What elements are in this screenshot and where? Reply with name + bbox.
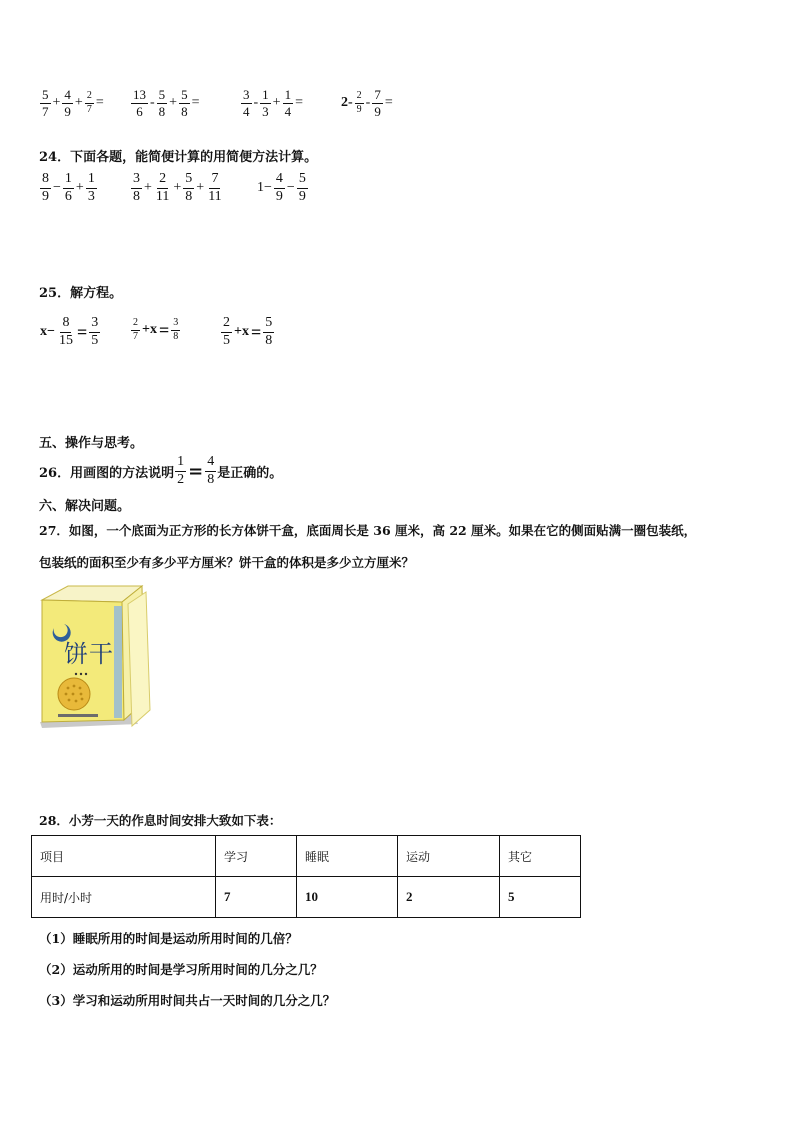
equation-25-2: $\frac{2}{7}$ +x = $\frac{3}{8}$	[133, 317, 179, 342]
table-cell: 学习	[216, 836, 297, 877]
fraction: $\frac{1}{6}$	[64, 171, 72, 204]
fraction: $\frac{5}{8}$	[181, 87, 188, 119]
fraction: $\frac{4}{9}$	[275, 171, 283, 204]
table-cell: 睡眠	[297, 836, 398, 877]
fraction: $\frac{2}{11}$	[155, 171, 170, 204]
fraction: $\frac{5}{8}$	[185, 171, 193, 204]
fraction: $\frac{1}{3}$	[262, 87, 269, 119]
question-27-line1: 27．如图，一个底面为正方形的长方体饼干盒，底面周长是 36 厘米，高 22 厘米。如果在它的侧面贴满一圈包装纸，	[39, 523, 697, 538]
table-cell: 用时/小时	[32, 877, 216, 918]
fraction: $\frac{1}{3}$	[87, 171, 95, 204]
question-28-sub3: （3）学习和运动所用时间共占一天时间的几分之几？	[39, 993, 336, 1008]
expr-23-3: $\frac{3}{4}$ - $\frac{1}{3}$ + $\frac{1}{4}$ =	[243, 87, 303, 119]
question-26: 26．用画图的方法说明 $\frac{1}{2}$ = $\frac{4}{8}$ 是正确的。	[39, 454, 283, 487]
expr-24-1: $\frac{8}{9}$ − $\frac{1}{6}$ + $\frac{1}{3}$	[42, 171, 95, 204]
table-cell: 项目	[32, 836, 216, 877]
table-row	[32, 877, 581, 918]
fraction: $\frac{2}{5}$	[223, 315, 230, 348]
fraction: $\frac{7}{9}$	[374, 87, 381, 119]
expr-24-2: $\frac{3}{8}$ + $\frac{2}{11}$ + $\frac{5}{8}$ + $\frac{7}{11}$	[133, 171, 222, 204]
table-cell: 其它	[500, 836, 581, 877]
fraction: $\frac{13}{6}$	[133, 87, 146, 119]
question-27-line2: 包装纸的面积至少有多少平方厘米？饼干盒的体积是多少立方厘米？	[39, 555, 415, 570]
expr-23-1: $\frac{5}{7}$ + $\frac{4}{9}$ + $\frac{2}{7}$ =	[42, 87, 104, 119]
schedule-table	[31, 835, 581, 918]
table-cell: 2	[398, 877, 500, 918]
question-24-title: 24．下面各题，能简便计算的用简便方法计算。	[39, 150, 318, 165]
question-28-sub2: （2）运动所用的时间是学习所用时间的几分之几？	[39, 962, 323, 977]
equation-25-1: x− $\frac{8}{15}$ = $\frac{3}{5}$	[40, 315, 99, 348]
question-25-title: 25．解方程。	[39, 286, 123, 301]
section-6-heading: 六、解决问题。	[39, 499, 131, 514]
table-cell: 运动	[398, 836, 500, 877]
equation-25-3: $\frac{2}{5}$ +x = $\frac{5}{8}$	[223, 315, 273, 348]
fraction: $\frac{2}{7}$	[86, 90, 92, 115]
biscuit-box-label: 饼干	[64, 640, 114, 668]
fraction: $\frac{2}{7}$	[133, 317, 138, 342]
question-28-title: 28．小芳一天的作息时间安排大致如下表：	[39, 813, 282, 828]
fraction: $\frac{5}{7}$	[42, 87, 49, 119]
fraction: $\frac{5}{8}$	[265, 315, 273, 348]
table-cell: 5	[500, 877, 581, 918]
expr-23-2: $\frac{13}{6}$ - $\frac{5}{8}$ + $\frac{5}{8}$ =	[133, 87, 200, 119]
section-5-heading: 五、操作与思考。	[39, 436, 144, 451]
fraction: $\frac{4}{9}$	[64, 87, 71, 119]
table-cell: 7	[216, 877, 297, 918]
table-row	[32, 836, 581, 877]
expr-24-3: 1− $\frac{4}{9}$ − $\frac{5}{9}$	[257, 171, 306, 204]
fraction: $\frac{3}{8}$	[173, 317, 179, 342]
fraction: $\frac{1}{4}$	[284, 87, 292, 119]
fraction: $\frac{3}{8}$	[133, 171, 140, 204]
question-26-prefix: 26．用画图的方法说明	[39, 465, 175, 481]
question-26-suffix: 是正确的。	[217, 465, 283, 481]
fraction: $\frac{1}{2}$	[177, 454, 185, 487]
expr-23-4: 2- $\frac{2}{9}$ - $\frac{7}{9}$ =	[341, 87, 393, 119]
fraction: $\frac{3}{5}$	[91, 315, 99, 348]
fraction: $\frac{3}{4}$	[243, 87, 250, 119]
fraction: $\frac{8}{9}$	[42, 171, 49, 204]
fraction: $\frac{5}{9}$	[298, 171, 306, 204]
fraction: $\frac{7}{11}$	[208, 171, 222, 204]
question-28-sub1: （1）睡眠所用的时间是运动所用时间的几倍？	[39, 931, 298, 946]
fraction: $\frac{5}{8}$	[158, 87, 166, 119]
fraction: $\frac{8}{15}$	[58, 315, 73, 348]
fraction: $\frac{2}{9}$	[356, 90, 362, 115]
table-cell: 10	[297, 877, 398, 918]
fraction: $\frac{4}{8}$	[207, 454, 215, 487]
